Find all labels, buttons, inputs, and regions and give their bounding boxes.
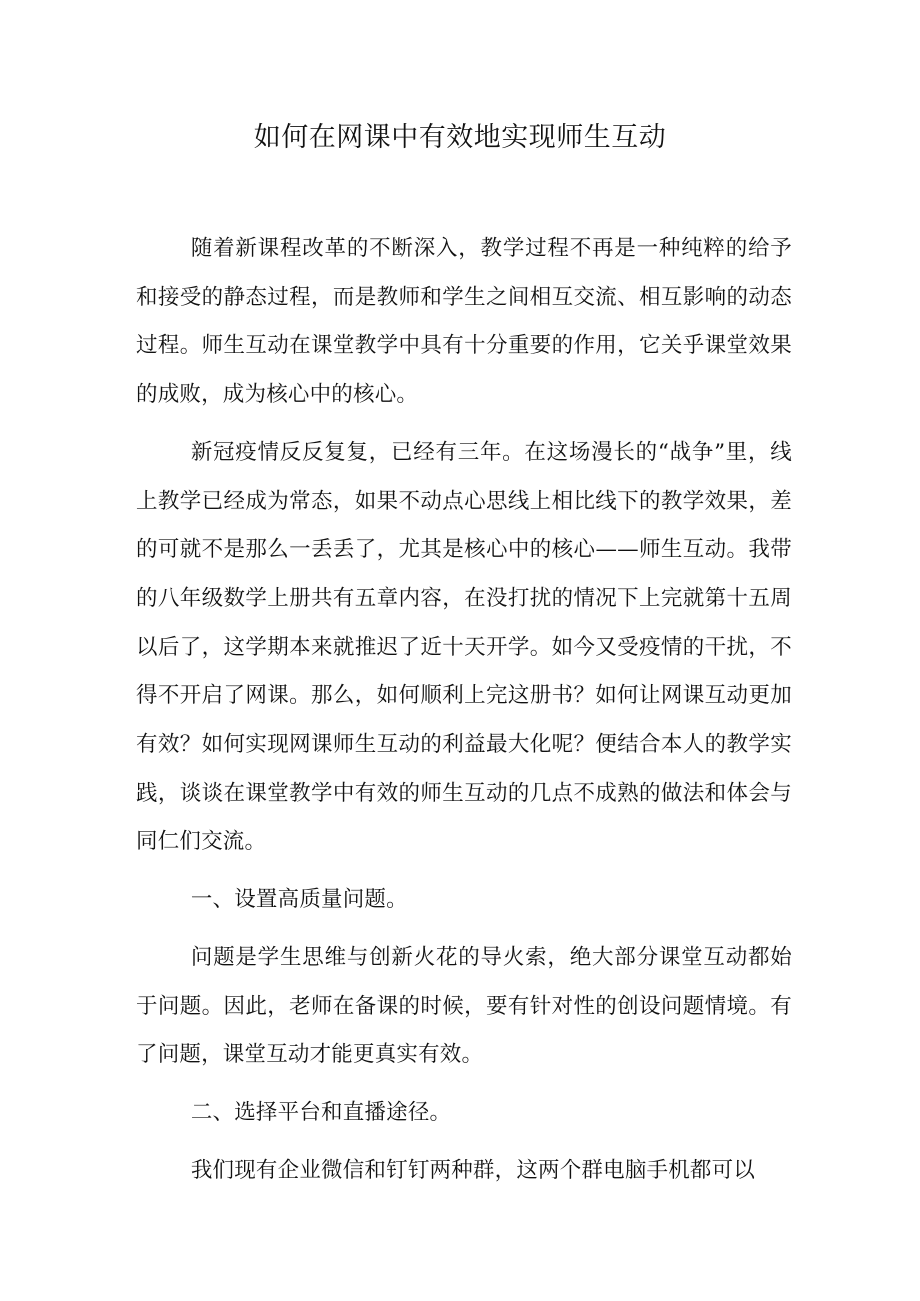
section-heading-2: 二、选择平台和直播途径。 [190,1099,452,1125]
document-body [136,225,792,1204]
document-title: 如何在网课中有效地实现师生互动 [253,122,667,153]
paragraph-section-2: 我们现有企业微信和钉钉两种群，这两个群电脑手机都可以 [190,1157,756,1183]
paragraph-background: 新冠疫情反反复复，已经有三年。在这场漫长的“战争”里，线上教学已经成为常态，如果不动点心思线上相比线下的教学效果，差的可就不是那么一丢丢了，尤其是核心中的核心——师生互动。我带的八年级数学上册共有五章内容，在没打扰的情况下上完就第十五周以后了，这学期本来就推迟了近十天开学。如今又受疫情的干扰，不得不开启了网课。那么，如何顺利上完这册书？如何让网课互动更加有效？如何实现网课师生互动的利益最大化呢？便结合本人的教学实践，谈谈在课堂教学中有效的师生互动的几点不成熟的做法和体会与同仁们交流。 [136,439,792,855]
paragraph-intro: 随着新课程改革的不断深入，教学过程不再是一种纯粹的给予和接受的静态过程，而是教师和学生之间相互交流、相互影响的动态过程。师生互动在课堂教学中具有十分重要的作用，它关乎课堂效果的成败，成为核心中的核心。 [136,236,792,408]
paragraph-section-1: 问题是学生思维与创新火花的导火索，绝大部分课堂互动都始于问题。因此，老师在备课的时候，要有针对性的创设问题情境。有了问题，课堂互动才能更真实有效。 [136,944,792,1068]
section-heading-1: 一、设置高质量问题。 [190,887,408,913]
